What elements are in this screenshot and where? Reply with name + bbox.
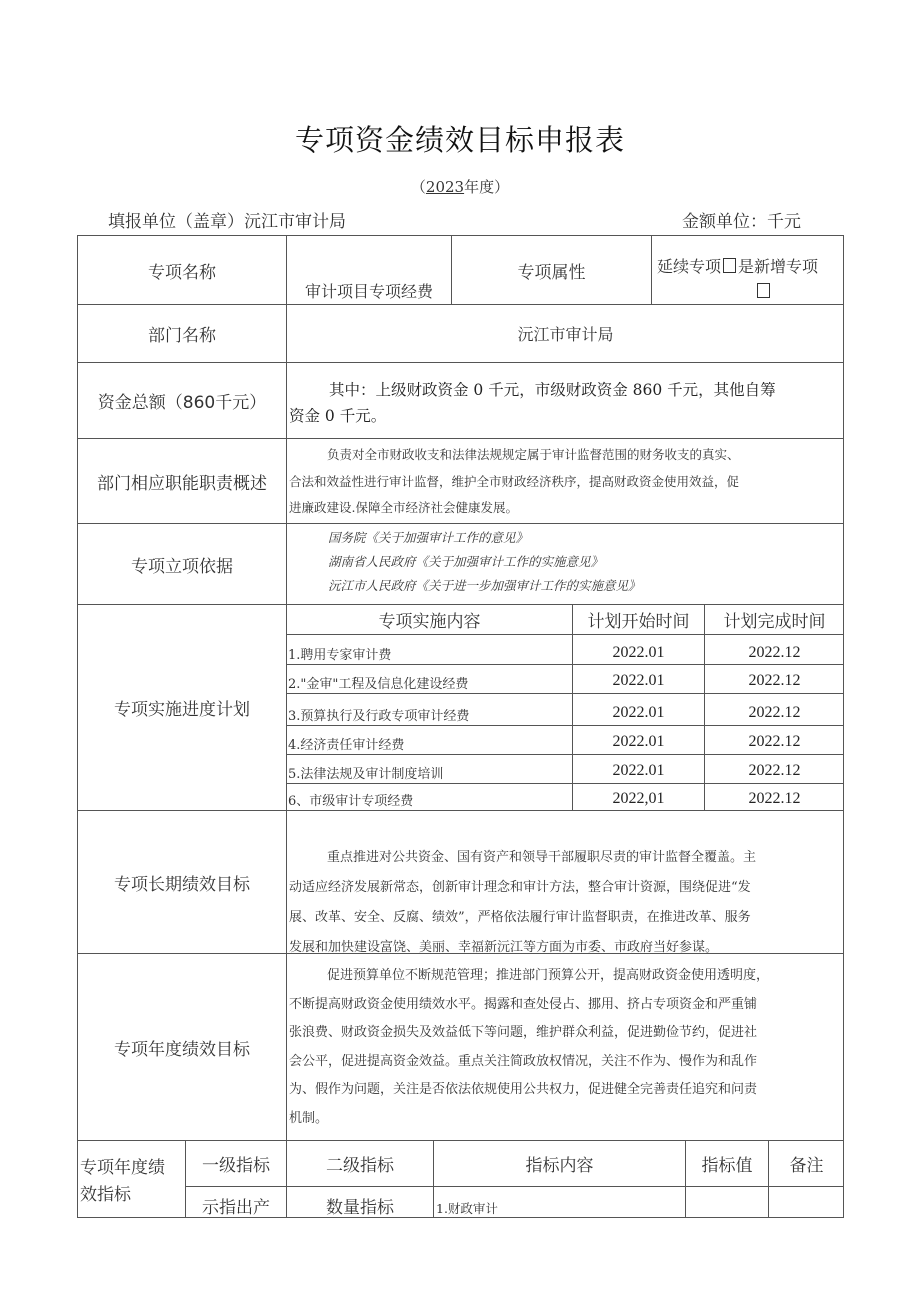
indicator-header-value: 指标值 — [685, 1140, 768, 1186]
schedule-end: 2022.12 — [704, 783, 844, 810]
long-term-line: 发展和加快建设富饶、美丽、幸福新沅江等方面为市委、市政府当好参谋。 — [289, 940, 719, 953]
year-value: 2023 — [425, 178, 465, 196]
schedule-label: 专项实施进度计划 — [77, 604, 286, 810]
indicators-label-line1: 专项年度绩 — [80, 1158, 165, 1178]
indicator-header-note: 备注 — [768, 1140, 844, 1186]
project-attr-label: 专项属性 — [451, 235, 651, 304]
long-term-line: 重点推进对公共资金、国有资产和领导干部履职尽责的审计监督全覆盖。主 — [327, 850, 757, 865]
project-name-label: 专项名称 — [77, 235, 286, 304]
schedule-start: 2022.01 — [572, 725, 704, 754]
long-term-line: 动适应经济发展新常态，创新审计理念和审计方法，整合审计资源，围绕促进“发 — [289, 880, 751, 895]
duty-label: 部门相应职能职责概述 — [77, 438, 286, 523]
schedule-end: 2022.12 — [704, 725, 844, 754]
indicators-label — [77, 1140, 185, 1218]
schedule-start: 2022.01 — [572, 693, 704, 725]
funds-line2: 资金 0 千元。 — [289, 407, 387, 425]
year-line — [0, 176, 920, 197]
duty-line: 合法和效益性进行审计监督，维护全市财政经济秩序，提高财政资金使用效益，促 — [289, 473, 740, 489]
long-term-line: 展、改革、安全、反腐、绩效”，严格依法履行审计监督职责，在推进改革、服务 — [289, 910, 751, 925]
duty-value — [286, 438, 844, 523]
schedule-item: 5.法律法规及审计制度培训 — [286, 754, 572, 783]
project-name-text: 审计项目专项经费 — [304, 282, 433, 301]
attr-new: 是新增专项 — [738, 257, 819, 276]
checkbox-continue[interactable] — [723, 258, 736, 273]
page-title: 专项资金绩效目标申报表 — [294, 123, 625, 157]
basis-value — [286, 523, 844, 604]
schedule-header-content: 专项实施内容 — [286, 604, 572, 634]
schedule-end: 2022.12 — [704, 754, 844, 783]
long-term-label: 专项长期绩效目标 — [77, 810, 286, 953]
indicator-note — [768, 1186, 844, 1218]
schedule-item: 1.聘用专家审计费 — [286, 634, 572, 664]
dept-value: 沅江市审计局 — [286, 304, 844, 362]
schedule-start: 2022.01 — [572, 634, 704, 664]
fill-unit: 填报单位（盖章）沅江市审计局 — [108, 212, 346, 232]
annual-line: 机制。 — [289, 1110, 329, 1126]
indicator-header-content: 指标内容 — [433, 1140, 685, 1186]
indicator-header-level2: 二级指标 — [286, 1140, 433, 1186]
annual-line: 促进预算单位不断规范管理；推进部门预算公开，提高财政资金使用透明度， — [327, 968, 770, 983]
annual-value — [286, 953, 844, 1140]
funds-line1: 其中：上级财政资金 0 千元，市级财政资金 860 千元，其他自筹 — [329, 381, 776, 399]
year-open: （ — [410, 178, 426, 196]
annual-line: 会公平，促进提高资金效益。重点关注简政放权情况，关注不作为、慢作为和乱作 — [289, 1053, 758, 1069]
indicator-header-level1: 一级指标 — [185, 1140, 286, 1186]
annual-label: 专项年度绩效目标 — [77, 953, 286, 1140]
funds-value — [286, 362, 844, 438]
year-suffix: 年度） — [464, 178, 510, 196]
schedule-header-start: 计划开始时间 — [572, 604, 704, 634]
schedule-start: 2022,01 — [572, 783, 704, 810]
indicator-level1: 示指出产 — [185, 1186, 286, 1218]
funds-label: 资金总额（860千元） — [77, 362, 286, 438]
project-attr-line2 — [657, 279, 844, 304]
indicator-value — [685, 1186, 768, 1218]
project-attr-value — [651, 235, 844, 304]
indicators-label-line2: 效指标 — [80, 1185, 131, 1205]
schedule-header-end: 计划完成时间 — [704, 604, 844, 634]
schedule-end: 2022.12 — [704, 634, 844, 664]
schedule-item: 2."金审"工程及信息化建设经费 — [286, 664, 572, 693]
project-attr-line1 — [657, 254, 844, 279]
amount-unit: 金额单位：千元 — [682, 212, 801, 232]
schedule-item: 3.预算执行及行政专项审计经费 — [286, 693, 572, 725]
indicator-content: 1.财政审计 — [433, 1186, 685, 1218]
schedule-end: 2022.12 — [704, 693, 844, 725]
schedule-item: 6、市级审计专项经费 — [286, 783, 572, 810]
schedule-start: 2022.01 — [572, 754, 704, 783]
schedule-start: 2022.01 — [572, 664, 704, 693]
long-term-value — [286, 810, 844, 953]
basis-line: 沅江市人民政府《关于进一步加强审计工作的实施意见》 — [328, 578, 641, 593]
dept-label: 部门名称 — [77, 304, 286, 362]
basis-line: 国务院《关于加强审计工作的意见》 — [328, 530, 529, 545]
annual-line: 不断提高财政资金使用绩效水平。揭露和查处侵占、挪用、挤占专项资金和严重铺 — [289, 996, 758, 1012]
duty-line: 负责对全市财政收支和法律法规规定属于审计监督范围的财务收支的真实、 — [327, 447, 740, 462]
annual-line: 为、假作为问题，关注是否依法依规使用公共权力，促进健全完善责任追究和问责 — [289, 1082, 758, 1097]
indicator-level2: 数量指标 — [286, 1186, 433, 1218]
duty-line: 进廉政建设.保障全市经济社会健康发展。 — [289, 500, 518, 515]
basis-label: 专项立项依据 — [77, 523, 286, 604]
schedule-end: 2022.12 — [704, 664, 844, 693]
checkbox-new[interactable] — [757, 283, 770, 298]
attr-continue: 延续专项 — [657, 257, 722, 276]
project-name-value — [286, 235, 451, 304]
basis-line: 湖南省人民政府《关于加强审计工作的实施意见》 — [328, 554, 604, 569]
schedule-item: 4.经济责任审计经费 — [286, 725, 572, 754]
annual-line: 张浪费、财政资金损失及效益低下等问题，维护群众利益，促进勤俭节约，促进社 — [289, 1025, 758, 1040]
